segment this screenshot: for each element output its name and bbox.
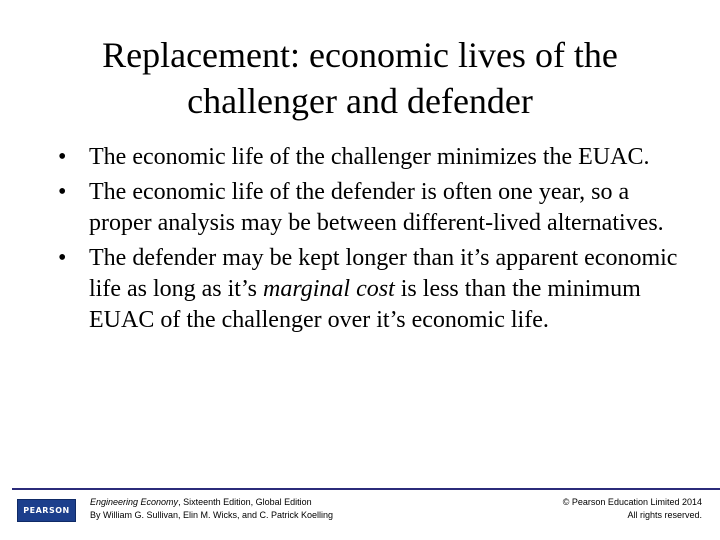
footer-copyright [563,496,702,522]
footer-divider [12,488,720,490]
copyright-line: © Pearson Education Limited 2014 [562,497,702,507]
bullet-dot: • [58,245,67,271]
bullet-item-1 [58,142,679,173]
bullet-text-start: The defender may be kept longer than it’s apparent economic life as long as it’s [89,245,678,302]
bullet-list [0,142,720,340]
book-title: Engineering Economy [90,497,179,507]
slide-title-line-2: challenger and defender [187,81,533,121]
bullet-dot: • [58,144,67,170]
rights-line: All rights reserved. [627,510,702,520]
book-edition: , Sixteenth Edition, Global Edition [178,497,312,507]
bullet-text-end: is less than the minimum EUAC of the challenger over it’s economic life. [89,276,641,333]
slide-title [40,32,680,124]
bullet-item-3 [58,243,679,336]
bullet-text: The economic life of the challenger minimizes the EUAC. [89,144,650,170]
pearson-logo [17,499,76,522]
bullet-dot: • [58,179,67,205]
logo-text: PEARSON [23,506,70,515]
footer-citation [90,496,333,522]
bullet-emphasis: marginal cost [262,276,395,302]
bullet-text: The economic life of the defender is often one year, so a proper analysis may be between different-lived alternatives. [89,179,664,236]
citation-line-1 [90,496,333,509]
slide-title-line-1: Replacement: economic lives of the [102,35,618,75]
citation-authors: By William G. Sullivan, Elin M. Wicks, and C. Patrick Koelling [90,510,334,520]
bullet-item-2 [58,177,679,239]
